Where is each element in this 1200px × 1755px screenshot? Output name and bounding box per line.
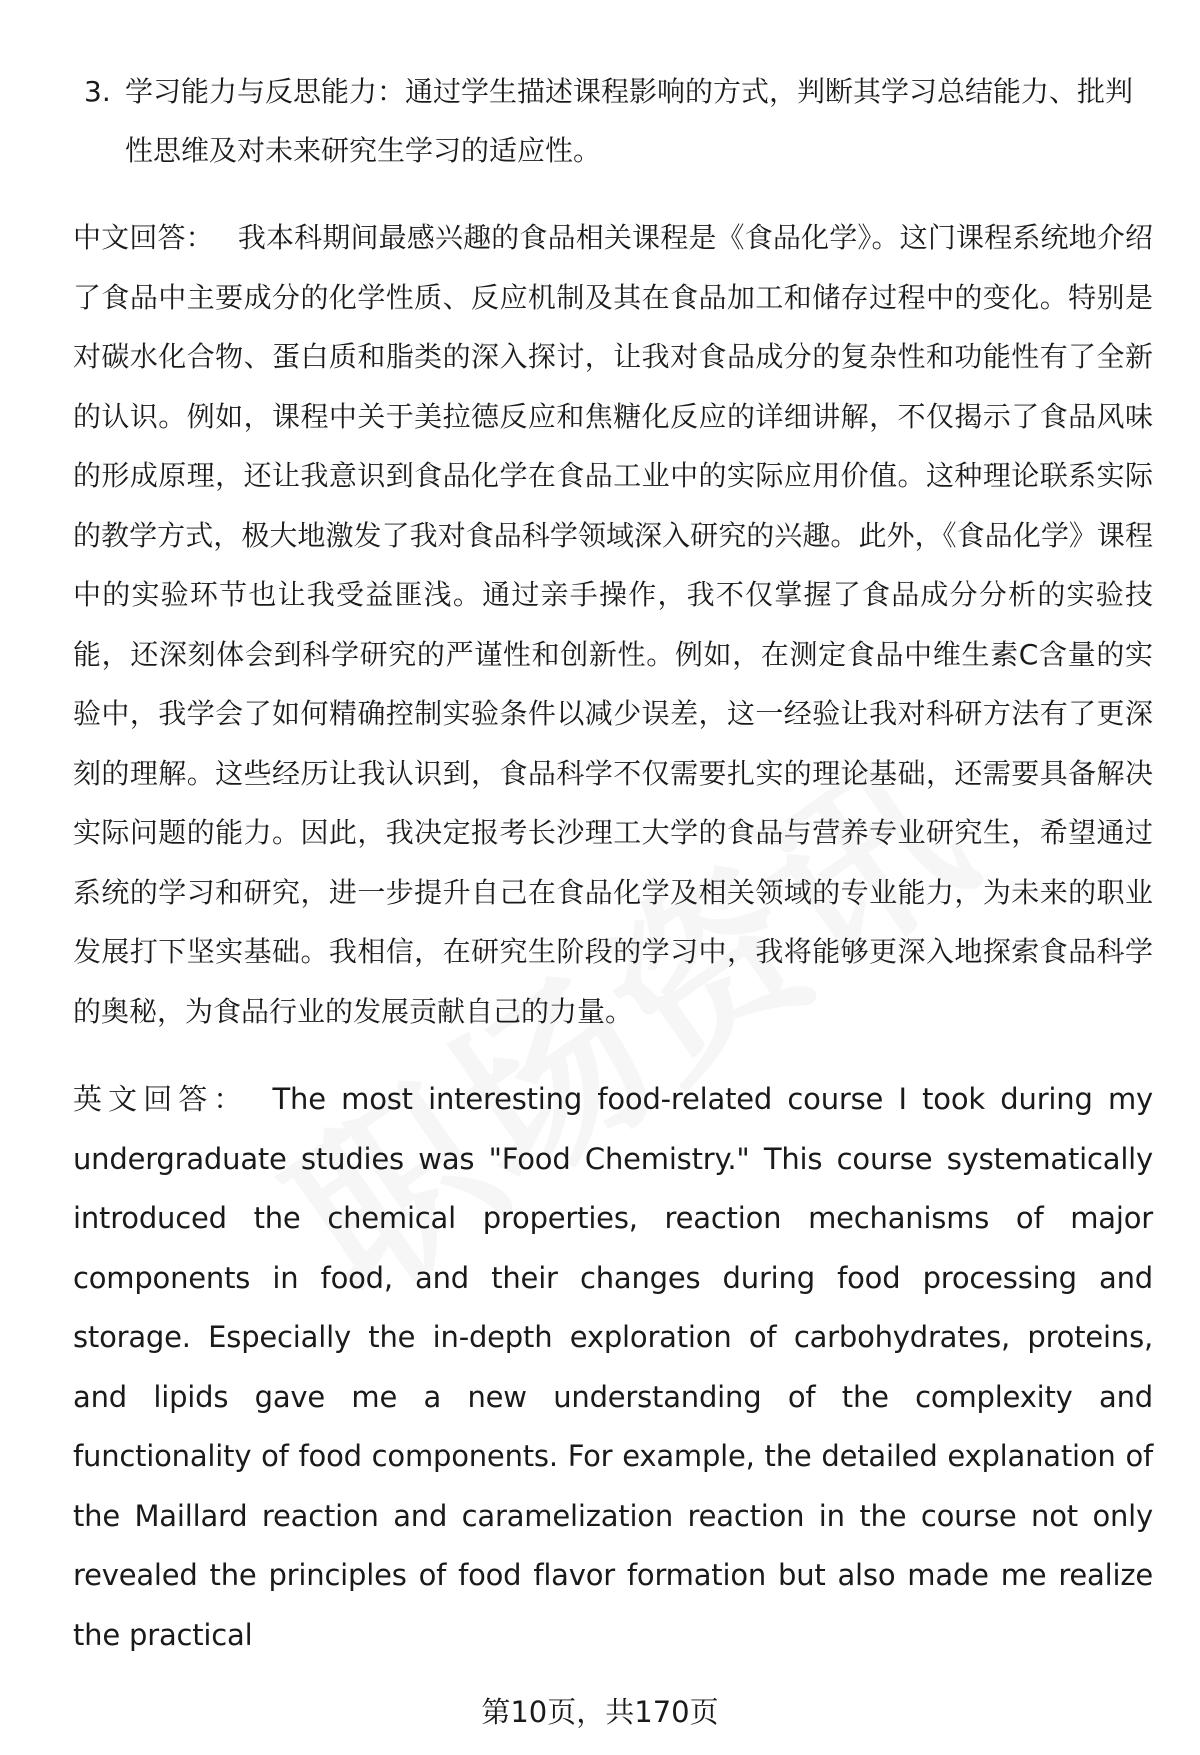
english-answer-paragraph [73, 1070, 1153, 1665]
item-text: 学习能力与反思能力：通过学生描述课程影响的方式，判断其学习总结能力、批判性思维及对未来研究生学习的适应性。 [125, 75, 1134, 167]
criteria-item-3 [73, 62, 1153, 180]
chinese-answer-text: 我本科期间最感兴趣的食品相关课程是《食品化学》。这门课程系统地介绍了食品中主要成分的化学性质、反应机制及其在食品加工和储存过程中的变化。特别是对碳水化合物、蛋白质和脂类的深入探讨，让我对食品成分的复杂性和功能性有了全新的认识。例如，课程中关于美拉德反应和焦糖化反应的详细讲解，不仅揭示了食品风味的形成原理，还让我意识到食品化学在食品工业中的实际应用价值。这种理论联系实际的教学方式，极大地激发了我对食品科学领域深入研究的兴趣。此外，《食品化学》课程中的实验环节也让我受益匪浅。通过亲手操作，我不仅掌握了食品成分分析的实验技能，还深刻体会到科学研究的严谨性和创新性。例如，在测定食品中维生素C含量的实验中，我学会了如何精确控制实验条件以减少误差，这一经验让我对科研方法有了更深刻的理解。这些经历让我认识到，食品科学不仅需要扎实的理论基础，还需要具备解决实际问题的能力。因此，我决定报考长沙理工大学的食品与营养专业研究生，希望通过系统的学习和研究，进一步提升自己在食品化学及相关领域的专业能力，为未来的职业发展打下坚实基础。我相信，在研究生阶段的学习中，我将能够更深入地探索食品科学的奥秘，为食品行业的发展贡献自己的力量。 [73, 221, 1153, 1028]
item-number: 3. [84, 75, 111, 108]
chinese-answer-label: 中文回答： [73, 221, 214, 254]
page-content [73, 62, 1153, 1665]
english-answer-text: The most interesting food-related course I took during my undergraduate studies was "Food Chemistry." This course systematically introduced the chemical properties, reaction mechanisms of major components in food, and their changes during food processing and storage. Especially the in-depth exploration of carbohydrates, proteins, and lipids gave me a new understanding of the complexity and functionality of food components. For example, the detailed explanation of the Maillard reaction and caramelization reaction in the course not only revealed the principles of food flavor formation but also made me realize the practical [73, 1082, 1153, 1652]
chinese-answer-paragraph [73, 208, 1153, 1041]
english-answer-label: 英文回答： [73, 1082, 249, 1116]
page-number-footer: 第10页，共170页 [481, 1695, 719, 1729]
